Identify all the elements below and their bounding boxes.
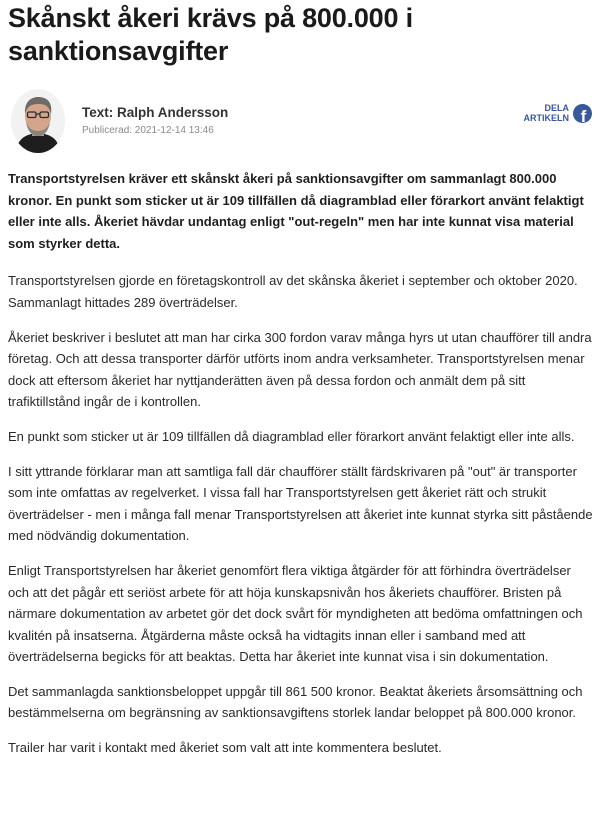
author-name: Text: Ralph Andersson bbox=[82, 105, 229, 120]
paragraph: Enligt Transportstyrelsen har åkeriet genomfört flera viktiga åtgärder för att förhindra överträdelser och att det pågår ett seriöst arbete för att höja kunskapsnivån hos åkeriets chaufförer. Bristen på närmare dokumentation av arbetet gör det dock svårt för myndigheten att bedöma omfattningen och kvalitén på insatserna. Åtgärderna måste också ha vidtagits innan eller i samband med att överträdelserna begicks för att beaktas. Detta har åkeriet inte kunnat visa i sin dokumentation. bbox=[8, 562, 583, 665]
paragraph: I sitt yttrande förklarar man att samtliga fall där chaufförer ställt färdskrivaren på "out" är transporter som inte omfattas av regelverket. I vissa fall har Transportstyrelsen gett åkeriet rätt och strukit överträdelser - men i många fall menar Transportstyrelsen att åkeriet inte kunnat styrka sitt påstående med nödvändig dokumentation. bbox=[8, 463, 593, 544]
share-label: DELA ARTIKELN bbox=[523, 103, 569, 123]
author-photo bbox=[11, 89, 65, 153]
share-article-button[interactable] bbox=[524, 97, 593, 129]
paragraph: Trailer har varit i kontakt med åkeriet som valt att inte kommentera beslutet. bbox=[8, 740, 442, 756]
author-avatar bbox=[11, 89, 65, 153]
article-body bbox=[8, 168, 594, 772]
byline bbox=[0, 88, 600, 154]
paragraph: Åkeriet beskriver i beslutet att man har cirka 300 fordon varav många hyrs ut utan chaufförer till andra företag. Och att dessa transporter därför utförts inom andra verksamheter. Transportstyrelsen menar dock att eftersom åkeriet har nyttjanderätten även på dessa fordon och anmält dem på sitt trafiktillstånd ingår de i kontrollen. bbox=[8, 329, 592, 410]
article-lead: Transportstyrelsen kräver ett skånskt åkeri på sanktionsavgifter om sammanlagt 800.000 kronor. En punkt som sticker ut är 109 tillfällen då diagramblad eller förarkort använt felaktigt eller inte alls. Åkeriet hävdar undantag enligt "out-regeln" men har inte kunnat visa material som styrker detta. bbox=[8, 171, 584, 251]
facebook-icon[interactable]: f bbox=[573, 104, 592, 123]
article-headline: Skånskt åkeri krävs på 800.000 i sanktionsavgifter bbox=[8, 3, 413, 66]
paragraph: En punkt som sticker ut är 109 tillfällen då diagramblad eller förarkort använt felaktigt eller inte alls. bbox=[8, 428, 575, 444]
publish-date: Publicerad: 2021-12-14 13:46 bbox=[82, 125, 214, 136]
paragraph: Transportstyrelsen gjorde en företagskontroll av det skånska åkeriet i september och oktober 2020. Sammanlagt hittades 289 överträdelser. bbox=[8, 273, 578, 310]
paragraph: Det sammanlagda sanktionsbeloppet uppgår till 861 500 kronor. Beaktat åkeriets årsomsättning och bestämmelserna om begränsning av sanktionsavgiftens storlek landar beloppet på 800.000 kronor. bbox=[8, 683, 583, 721]
